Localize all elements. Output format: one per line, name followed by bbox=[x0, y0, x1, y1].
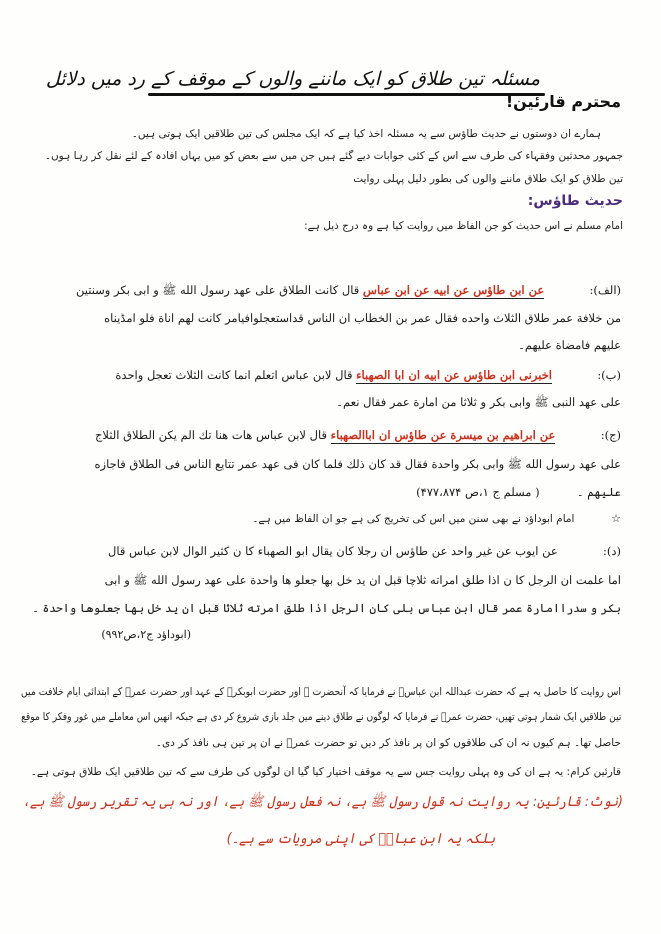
narration-d-text: عن ایوب عن غیر واحد عن طاؤس ان رجلا کان یقال ابو الصهباء کا ن کثیر الوال لابن عباس قال bbox=[108, 544, 558, 558]
narration-d-line-2: اما علمت ان الرجل کا ن اذا طلق امراته ثلاچا قبل ان ید خل بها جعلو ها واحدة علی عهد رسول الله ﷺ و ابی bbox=[104, 573, 621, 587]
summary-line-2: تین طلاقیں ایک شمار ہوتی تھیں، حضرت عمرؓ نے فرمایا کہ لوگوں نے طلاق دینے میں جلد بازی شروع کر دی ہے جبکہ انھیں اس معاملے میں غور وفکر کا موقع bbox=[20, 711, 621, 723]
intro-line-1: ہمارے ان دوستوں نے حدیث طاؤس سے یہ مسئلہ اخذ کیا ہے کہ ایک مجلس کی تین طلاقیں ایک ہوتی ہیں۔ bbox=[131, 128, 601, 140]
narration-c-end: علیهم ۔ bbox=[576, 485, 621, 499]
narration-b-line-2: علی عهد النبی ﷺ وابی بکر و ثلاثا من امارة عمر فقال نعم۔ bbox=[336, 395, 621, 409]
summary-line-1: اس روایت کا حاصل یہ ہے کہ حضرت عبداللہ ابن عباسؓ نے فرمایا کہ آنحضرت ﷺ اور حضرت ابوبکرؓ کے عہد اور حضرت عمرؓ کے ابتدائی ایام خلافت میں bbox=[20, 686, 621, 698]
narration-c-label: (ج): bbox=[600, 428, 621, 442]
narration-a-text: قال کانت الطلاق علی عهد رسول الله ﷺ و ابی بکر وسنتین bbox=[76, 283, 360, 297]
narration-d-line-3: بکر و سدراامارة عمر قال ابن عباس بلی کان الرجل اذا طلق امرته ثلاثا قبل ان ید خل بها جعلوها واحدة ۔ bbox=[32, 601, 621, 615]
note-line-1: (نوٹ: قارئین: یہ روایت نہ قول رسول ﷺ ہے، نہ فعل رسول ﷺ ہے، اور نہ ہی یہ تقریر رسول ﷺ ہے، bbox=[22, 794, 623, 810]
abu-dawud-note-text: امام ابوداؤد نے بھی سنن میں اس کی تخریج کی ہے جو ان الفاظ میں ہے۔ bbox=[252, 513, 575, 525]
narration-a-line-3: علیهم فامضاة علیهم۔ bbox=[518, 338, 621, 352]
greeting: محترم قارئین! bbox=[505, 92, 621, 111]
narration-d-label: (د): bbox=[603, 544, 621, 558]
page-title: مسئلہ تین طلاق کو ایک ماننے والوں کے موقف کے رد میں دلائل bbox=[45, 68, 540, 90]
narration-b-label: (ب): bbox=[597, 368, 621, 382]
summary-line-3: حاصل تھا۔ ہم کیوں نہ ان کی طلاقوں کو ان پر نافذ کر دیں تو حضرت عمرؓ نے ان پر تین ہی نافذ کر دی۔ bbox=[155, 737, 621, 749]
narration-c-line-3 bbox=[416, 485, 621, 499]
star-icon: ☆ bbox=[611, 512, 621, 525]
narration-a-label: (الف): bbox=[589, 283, 621, 297]
note-line-2: بلکہ یہ ابن عباسؓ کی اپنی مرویات سے ہے۔) bbox=[226, 831, 496, 847]
narration-c-reference: ( مسلم ج ۱،ص ۴۷۷،۸۷۴) bbox=[416, 485, 540, 499]
narration-a-line-1 bbox=[76, 283, 621, 300]
narration-d-reference: (ابوداؤد ج۲،ص۹۹۲) bbox=[101, 628, 191, 641]
narration-b-line-1 bbox=[115, 368, 621, 382]
narration-b-isnad: اخبرنی ابن طاؤس عن ابیه ان ابا الصهباء bbox=[356, 368, 552, 382]
readers-note: قارئین کرام: یہ ہے ان کی وہ پہلی روایت جس سے یہ موقف اختیار کیا گیا ان لوگوں کی طرف سے کہ تین طلاقیں ایک طلاق ہوتی ہے۔ bbox=[30, 766, 621, 778]
narration-d-line-1 bbox=[108, 544, 621, 558]
title-underline bbox=[148, 93, 545, 96]
intro-line-2: جمہور محدثین وفقہاء کی طرف سے اس کے کئی جوابات دیے گئے ہیں جن میں سے بعض کو میں یہاں افادہ کے لئے نقل کر رہا ہوں۔ bbox=[44, 150, 623, 162]
narration-b-text: قال لابن عباس اتعلم انما کانت الثلاث تعجل واحدة bbox=[115, 368, 353, 382]
intro-line-3: تین طلاق کو ایک طلاق ماننے والوں کی بطور دلیل پہلی روایت bbox=[353, 173, 623, 185]
narration-a-line-2: من خلافة عمر طلاق الثلاث واحده فقال عمر بن الخطاب ان الناس قداستعجلوافیامر کانت لهم اناة فلو امڈیناه bbox=[104, 311, 621, 325]
narration-a-isnad: عن ابن طاؤس عن ابیه عن ابن عباس bbox=[362, 283, 545, 297]
abu-dawud-note bbox=[252, 512, 621, 525]
section-heading: حدیث طاؤس: bbox=[527, 193, 623, 209]
narration-c-line-2: علی عهد رسول الله ﷺ وابی بکر واحدة فقال قد کان ذلك فلما کان فی عهد عمر تتایع الناس فی الطلاق فاجازه bbox=[94, 457, 621, 471]
narration-c-text: قال لابن عباس هات هنا تك الم یکن الطلاق الثلاج bbox=[95, 428, 327, 442]
narration-c-line-1 bbox=[95, 428, 621, 442]
section-intro: امام مسلم نے اس حدیث کو جن الفاظ میں روایت کیا ہے وہ درج ذیل ہے: bbox=[304, 220, 623, 232]
narration-c-isnad: عن ابراهیم بن میسرة عن طاؤس ان اباالصهباء bbox=[330, 428, 556, 442]
